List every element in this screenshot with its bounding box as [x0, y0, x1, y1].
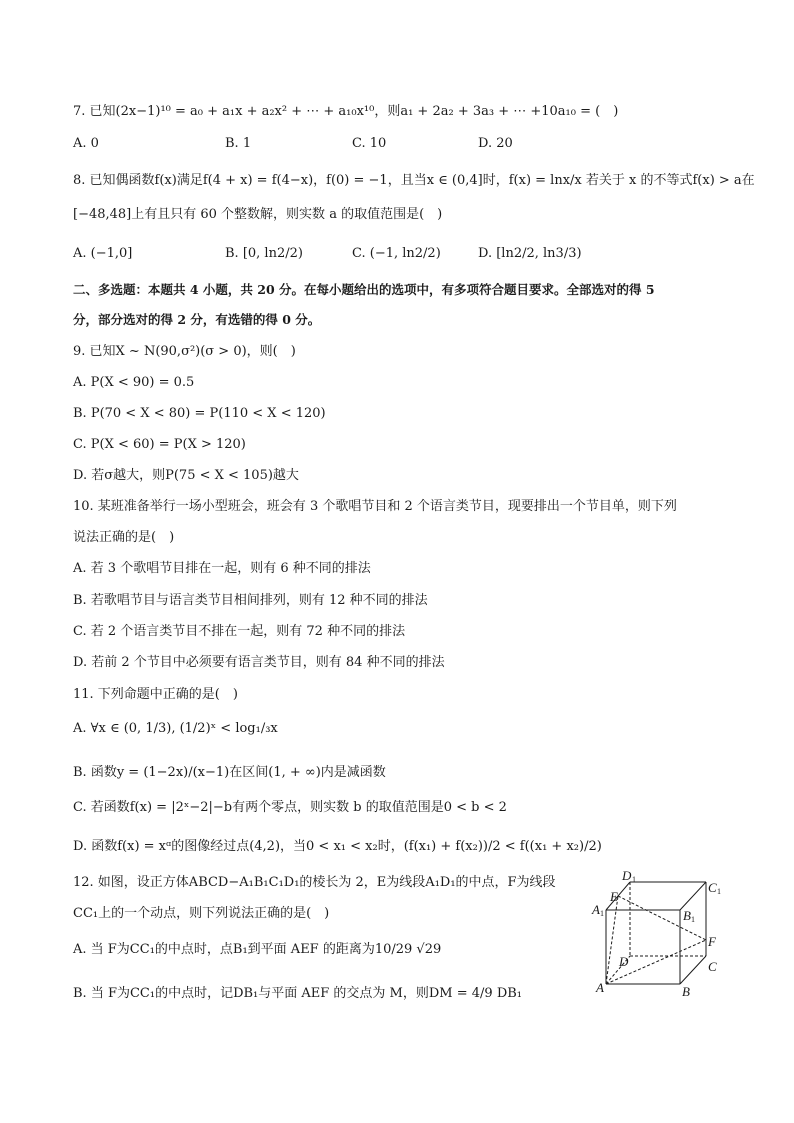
label-a1: A [592, 902, 600, 917]
label-c1-sub: 1 [717, 887, 721, 896]
q9-stem: 9. 已知X ~ N(90,σ²)(σ > 0)，则( ) [73, 344, 296, 359]
q10-stem-line1: 10. 某班准备举行一场小型班会，班会有 3 个歌唱节目和 2 个语言类节目，现要排出一个节目单，则下列 [73, 499, 677, 514]
q11-option-d: D. 函数f(x) = xᵅ的图像经过点(4,2)，当0 < x₁ < x₂时，(f(x₁) + f(x₂))/2 < f((x₁ + x₂)/2) [73, 839, 602, 854]
q12-option-b: B. 当 F为CC₁的中点时，记DB₁与平面 AEF 的交点为 M，则DM = 4/9 DB₁ [73, 986, 523, 1001]
q9-option-d: D. 若σ越大，则P(75 < X < 105)越大 [73, 468, 299, 483]
q11-stem: 11. 下列命题中正确的是( ) [73, 687, 238, 702]
label-a1-sub: 1 [600, 909, 604, 918]
label-b: B [682, 984, 690, 999]
section2-heading-line2: 分，部分选对的得 2 分，有选错的得 0 分。 [73, 312, 321, 327]
label-a: A [596, 980, 604, 995]
label-d1: D [622, 868, 632, 883]
q12-option-a: A. 当 F为CC₁的中点时，点B₁到平面 AEF 的距离为10/29 √29 [73, 942, 442, 957]
edge-b-c [680, 956, 706, 984]
label-f: F [708, 934, 716, 949]
label-b1: B [683, 908, 691, 923]
label-e: E [610, 889, 618, 904]
q12-stem-line2: CC₁上的一个动点，则下列说法正确的是( ) [73, 906, 330, 921]
section2-heading-line1: 二、多选题：本题共 4 小题，共 20 分。在每小题给出的选项中，有多项符合题目要求。全部选对的得 5 [73, 282, 655, 297]
q7-stem: 7. 已知(2x−1)¹⁰ = a₀ + a₁x + a₂x² + ⋯ + a₁₀x¹⁰，则a₁ + 2a₂ + 3a₃ + ⋯ +10a₁₀ = ( ) [73, 104, 619, 119]
label-d1-sub: 1 [632, 875, 636, 884]
q7-option-a: A. 0 [73, 136, 99, 151]
q10-stem-line2: 说法正确的是( ) [73, 530, 175, 545]
segment-a-e [606, 896, 618, 984]
q8-stem-line1: 8. 已知偶函数f(x)满足f(4 + x) = f(4−x)，f(0) = −1，且当x ∈ (0,4]时，f(x) = lnx/x 若关于 x 的不等式f(x) > a在 [73, 173, 755, 188]
q9-option-a: A. P(X < 90) = 0.5 [73, 375, 195, 390]
label-d: D [619, 954, 629, 969]
q8-stem-line2: [−48,48]上有且只有 60 个整数解，则实数 a 的取值范围是( ) [73, 207, 443, 222]
q10-option-c: C. 若 2 个语言类节目不排在一起，则有 72 种不同的排法 [73, 624, 406, 639]
q7-option-d: D. 20 [478, 136, 513, 151]
q7-option-b: B. 1 [225, 136, 252, 151]
q12-stem-line1: 12. 如图，设正方体ABCD−A₁B₁C₁D₁的棱长为 2，E为线段A₁D₁的中点，F为线段 [73, 875, 556, 890]
q7-option-c: C. 10 [352, 136, 387, 151]
label-b1-sub: 1 [691, 915, 695, 924]
q9-option-b: B. P(70 < X < 80) = P(110 < X < 120) [73, 406, 326, 421]
q8-option-c: C. (−1, ln2/2) [352, 246, 441, 261]
q11-option-b: B. 函数y = (1−2x)/(x−1)在区间(1, + ∞)内是减函数 [73, 765, 386, 780]
q11-option-c: C. 若函数f(x) = |2ˣ−2|−b有两个零点，则实数 b 的取值范围是0 < b < 2 [73, 800, 507, 815]
q11-option-a: A. ∀x ∈ (0, 1/3), (1/2)ˣ < log₁/₃x [73, 721, 278, 736]
label-c: C [708, 959, 717, 974]
q8-option-d: D. [ln2/2, ln3/3) [478, 246, 582, 261]
q10-option-d: D. 若前 2 个节目中必须要有语言类节目，则有 84 种不同的排法 [73, 655, 445, 670]
cube-figure [588, 868, 728, 1000]
q8-option-a: A. (−1,0] [73, 246, 133, 261]
label-c1: C [708, 880, 717, 895]
q10-option-a: A. 若 3 个歌唱节目排在一起，则有 6 种不同的排法 [73, 561, 371, 576]
q9-option-c: C. P(X < 60) = P(X > 120) [73, 437, 246, 452]
q8-option-b: B. [0, ln2/2) [225, 246, 303, 261]
q10-option-b: B. 若歌唱节目与语言类节目相间排列，则有 12 种不同的排法 [73, 593, 428, 608]
edge-b1-c1 [680, 882, 706, 910]
